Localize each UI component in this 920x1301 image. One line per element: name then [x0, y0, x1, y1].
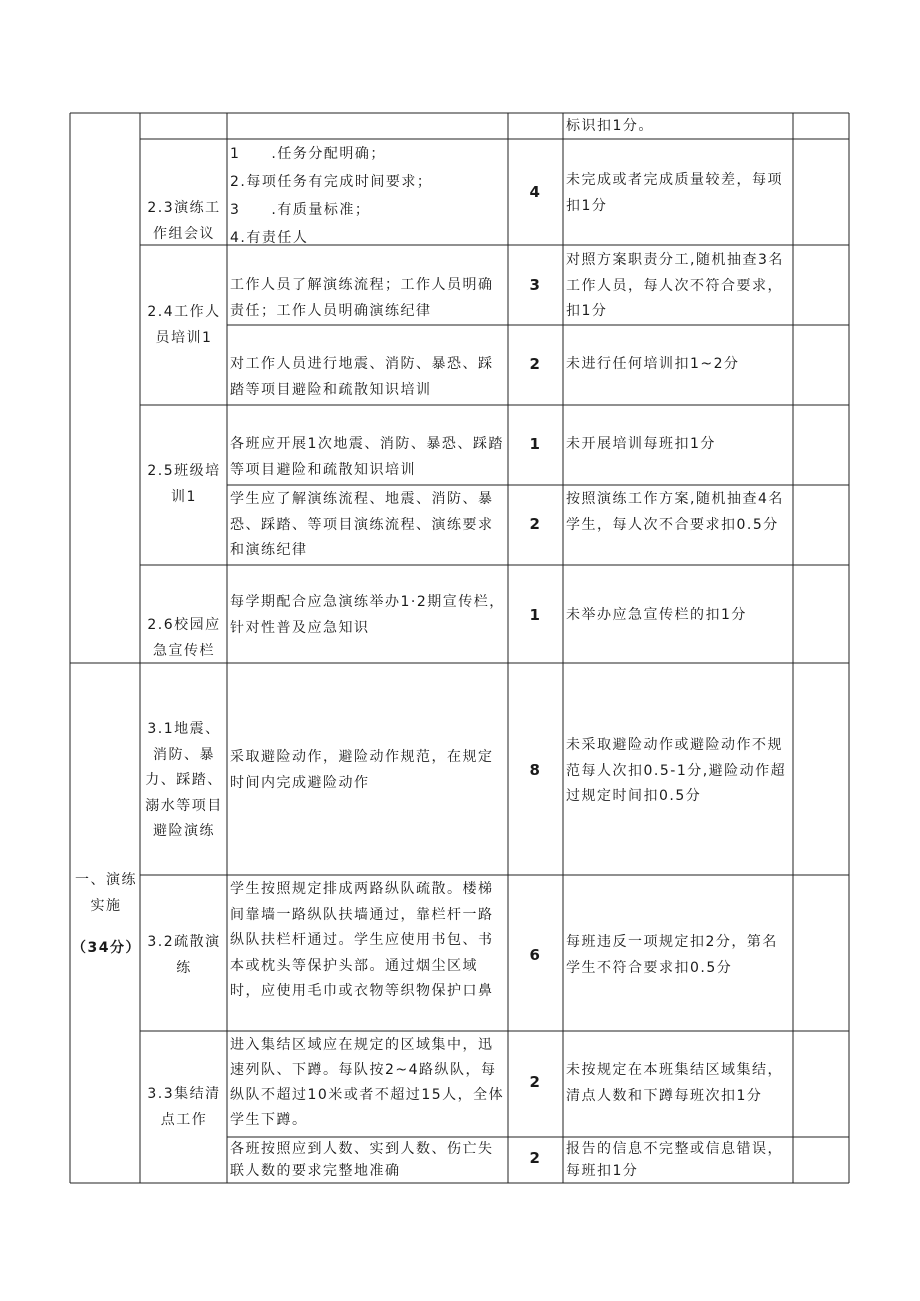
row-score: 3 — [529, 276, 542, 294]
row-item: 2.3演练工作组会议 — [147, 200, 221, 242]
row-standard: 各班按照应到人数、实到人数、伤亡失联人数的要求完整地准确 — [230, 1141, 494, 1179]
row-score: 8 — [529, 761, 542, 779]
row-score: 2 — [529, 515, 542, 533]
row-score: 2 — [529, 1073, 542, 1091]
list-item: 3 .有质量标准； — [230, 202, 371, 218]
row-item: 3.1地震、消防、暴力、踩踏、溺水等项目避险演练 — [145, 721, 223, 839]
row-deduction: 标识扣1分。 — [566, 118, 654, 134]
row-standard: 学生按照规定排成两路纵队疏散。楼梯间靠墙一路纵队扶墙通过，靠栏杆一路纵队扶栏杆通过。学生应使用书包、书本或枕头等保护头部。通过烟尘区域时，应使用毛巾或衣物等织物保护口鼻 — [230, 881, 494, 999]
row-standard: 对工作人员进行地震、消防、暴恐、踩踏等项目避险和疏散知识培训 — [230, 356, 494, 398]
row-item: 3.3集结清点工作 — [147, 1086, 221, 1128]
row-item: 3.2疏散演练 — [147, 934, 221, 976]
list-item: 4.有责任人 — [230, 230, 309, 244]
row-score: 4 — [529, 183, 542, 201]
row-standard: 每学期配合应急演练举办1·2期宣传栏，针对性普及应急知识 — [230, 594, 505, 636]
row-standard: 各班应开展1次地震、消防、暴恐、踩踏等项目避险和疏散知识培训 — [230, 436, 504, 478]
row-item: 2.5班级培训1 — [147, 463, 221, 505]
row-deduction: 未完成或者完成质量较差，每项扣1分 — [566, 172, 783, 214]
row-deduction: 对照方案职责分工,随机抽查3名工作人员，每人次不符合要求，扣1分 — [566, 252, 784, 319]
row-deduction: 未进行任何培训扣1~2分 — [566, 356, 740, 372]
row-score: 1 — [529, 606, 542, 624]
row-deduction: 未开展培训每班扣1分 — [566, 436, 716, 452]
row-standard-list — [230, 140, 506, 244]
row-standard: 采取避险动作，避险动作规范，在规定时间内完成避险动作 — [230, 749, 494, 791]
row-deduction: 按照演练工作方案,随机抽查4名学生，每人次不合要求扣0.5分 — [566, 491, 784, 533]
list-item: 2.每项任务有完成时间要求； — [230, 174, 433, 190]
row-score: 2 — [529, 1149, 542, 1167]
row-deduction: 未按规定在本班集结区域集结，清点人数和下蹲每班次扣1分 — [566, 1062, 783, 1104]
section-score: （34分） — [72, 940, 141, 956]
list-item: 1 .任务分配明确； — [230, 146, 386, 162]
row-deduction: 未举办应急宣传栏的扣1分 — [566, 607, 747, 623]
section-name: 一、演练实施 — [75, 872, 137, 914]
row-deduction: 报告的信息不完整或信息错误，每班扣1分 — [566, 1141, 783, 1179]
row-item: 2.6校园应急宣传栏 — [147, 617, 221, 659]
row-standard: 进入集结区域应在规定的区域集中，迅速列队、下蹲。每队按2~4路纵队，每纵队不超过10米或者不超过15人，全体学生下蹲。 — [230, 1037, 505, 1128]
row-deduction: 未采取避险动作或避险动作不规范每人次扣0.5-1分,避险动作超过规定时间扣0.5分 — [566, 737, 787, 804]
row-score: 2 — [529, 355, 542, 373]
row-score: 1 — [529, 435, 542, 453]
row-standard: 工作人员了解演练流程；工作人员明确责任；工作人员明确演练纪律 — [230, 277, 494, 319]
row-item: 2.4工作人员培训1 — [147, 304, 221, 346]
row-standard: 学生应了解演练流程、地震、消防、暴恐、踩踏、等项目演练流程、演练要求和演练纪律 — [230, 491, 494, 558]
row-deduction: 每班违反一项规定扣2分，第名学生不符合要求扣0.5分 — [566, 934, 778, 976]
row-score: 6 — [529, 946, 542, 964]
